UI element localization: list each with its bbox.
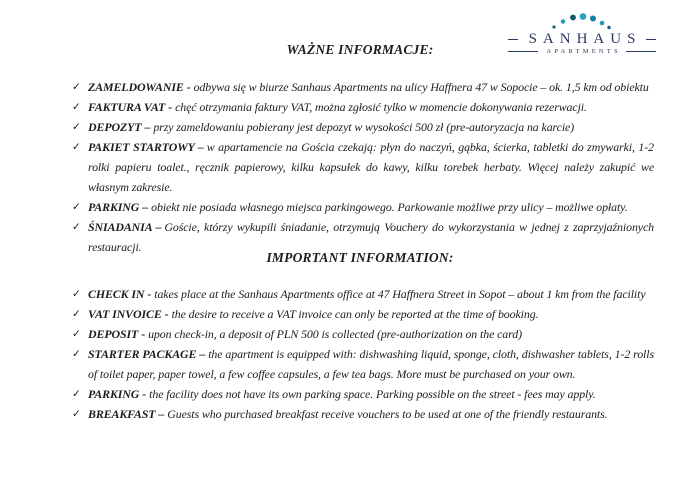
logo-wordmark: SANHAUS [528, 31, 642, 47]
item-separator: - [168, 100, 173, 114]
polish-section-title: WAŻNE INFORMACJE: [286, 42, 434, 57]
item-separator: – [158, 407, 165, 421]
item-separator: – [199, 347, 206, 361]
polish-info-list [72, 77, 654, 257]
info-list-item [72, 344, 654, 384]
checkmark-icon: ✓ [72, 121, 81, 133]
info-list-item [72, 304, 654, 324]
item-text: obiekt nie posiada własnego miejsca parkingowego. Parkowanie możliwe przy ulicy – możliwe opłaty. [151, 200, 628, 214]
logo-dots-arc-icon [508, 12, 656, 32]
checkmark-icon: ✓ [72, 288, 81, 300]
item-text: takes place at the Sanhaus Apartments office at 47 Haffnera Street in Sopot – about 1 km from the facility [154, 287, 646, 301]
item-keyword: ŚNIADANIA [88, 220, 153, 234]
checkmark-icon: ✓ [72, 348, 81, 360]
item-keyword: VAT INVOICE [88, 307, 162, 321]
item-keyword: PARKING [88, 200, 140, 214]
checkmark-icon: ✓ [72, 408, 81, 420]
info-list-item [72, 384, 654, 404]
item-separator: - [164, 307, 169, 321]
item-text: Guests who purchased breakfast receive vouchers to be used at one of the friendly restaurants. [167, 407, 608, 421]
checkmark-icon: ✓ [72, 388, 81, 400]
item-text: the desire to receive a VAT invoice can only be reported at the time of booking. [171, 307, 539, 321]
checkmark-icon: ✓ [72, 221, 81, 233]
item-keyword: STARTER PACKAGE [88, 347, 197, 361]
item-separator: - [142, 387, 147, 401]
item-text: chęć otrzymania faktury VAT, można zgłosić tylko w momencie dokonywania rezerwacji. [175, 100, 587, 114]
checkmark-icon: ✓ [72, 308, 81, 320]
checkmark-icon: ✓ [72, 141, 81, 153]
item-separator: - [186, 80, 191, 94]
info-list-item [72, 324, 654, 344]
info-list-item [72, 117, 654, 137]
item-keyword: DEPOZYT [88, 120, 142, 134]
item-text: upon check-in, a deposit of PLN 500 is collected (pre-authorization on the card) [148, 327, 522, 341]
item-separator: – [142, 200, 149, 214]
checkmark-icon: ✓ [72, 201, 81, 213]
item-keyword: CHECK IN [88, 287, 145, 301]
item-text: Goście, którzy wykupili śniadanie, otrzymują Vouchery do wykorzystania w jednej z zaprzyjaźnionych restauracji. [88, 220, 654, 254]
english-info-list [72, 284, 654, 424]
item-keyword: BREAKFAST [88, 407, 156, 421]
info-list-item [72, 77, 654, 97]
info-list-item [72, 284, 654, 304]
logo-subtitle: APARTMENTS [546, 47, 621, 55]
item-text: przy zameldowaniu pobierany jest depozyt w wysokości 500 zł (pre-autoryzacja na karcie) [153, 120, 575, 134]
info-list-item [72, 97, 654, 117]
item-separator: - [141, 327, 146, 341]
item-text: w apartamencie na Gościa czekają: płyn do naczyń, gąbka, ścierka, tabletki do zmywarki, 1-2 rolki papieru toalet., ręcznik papierowy, kilku kapsułek do kawy, kilku torebek herbaty. Więcej należy zakupić we własnym zakresie. [88, 140, 654, 194]
logo-line-right [646, 39, 656, 40]
item-keyword: DEPOSIT [88, 327, 139, 341]
checkmark-icon: ✓ [72, 81, 81, 93]
item-text: the facility does not have its own parking space. Parking possible on the street - fees may apply. [149, 387, 596, 401]
item-keyword: FAKTURA VAT [88, 100, 166, 114]
item-separator: – [144, 120, 151, 134]
checkmark-icon: ✓ [72, 328, 81, 340]
item-text: odbywa się w biurze Sanhaus Apartments na ulicy Haffnera 47 w Sopocie – ok. 1,5 km od obiektu [193, 80, 649, 94]
item-separator: – [155, 220, 162, 234]
item-keyword: PAKIET STARTOWY [88, 140, 195, 154]
item-keyword: ZAMELDOWANIE [88, 80, 184, 94]
logo-line-left [508, 39, 518, 40]
item-separator: – [197, 140, 204, 154]
info-list-item [72, 197, 654, 217]
item-text: the apartment is equipped with: dishwashing liquid, sponge, cloth, dishwasher tablets, 1-2 rolls of toilet paper, paper towel, a few coffee capsules, a few tea bags. More must be purchased on your own. [88, 347, 654, 381]
info-list-item [72, 137, 654, 197]
item-separator: - [147, 287, 152, 301]
info-list-item [72, 404, 654, 424]
item-keyword: PARKING [88, 387, 140, 401]
english-section-title: IMPORTANT INFORMATION: [266, 250, 454, 265]
checkmark-icon: ✓ [72, 101, 81, 113]
